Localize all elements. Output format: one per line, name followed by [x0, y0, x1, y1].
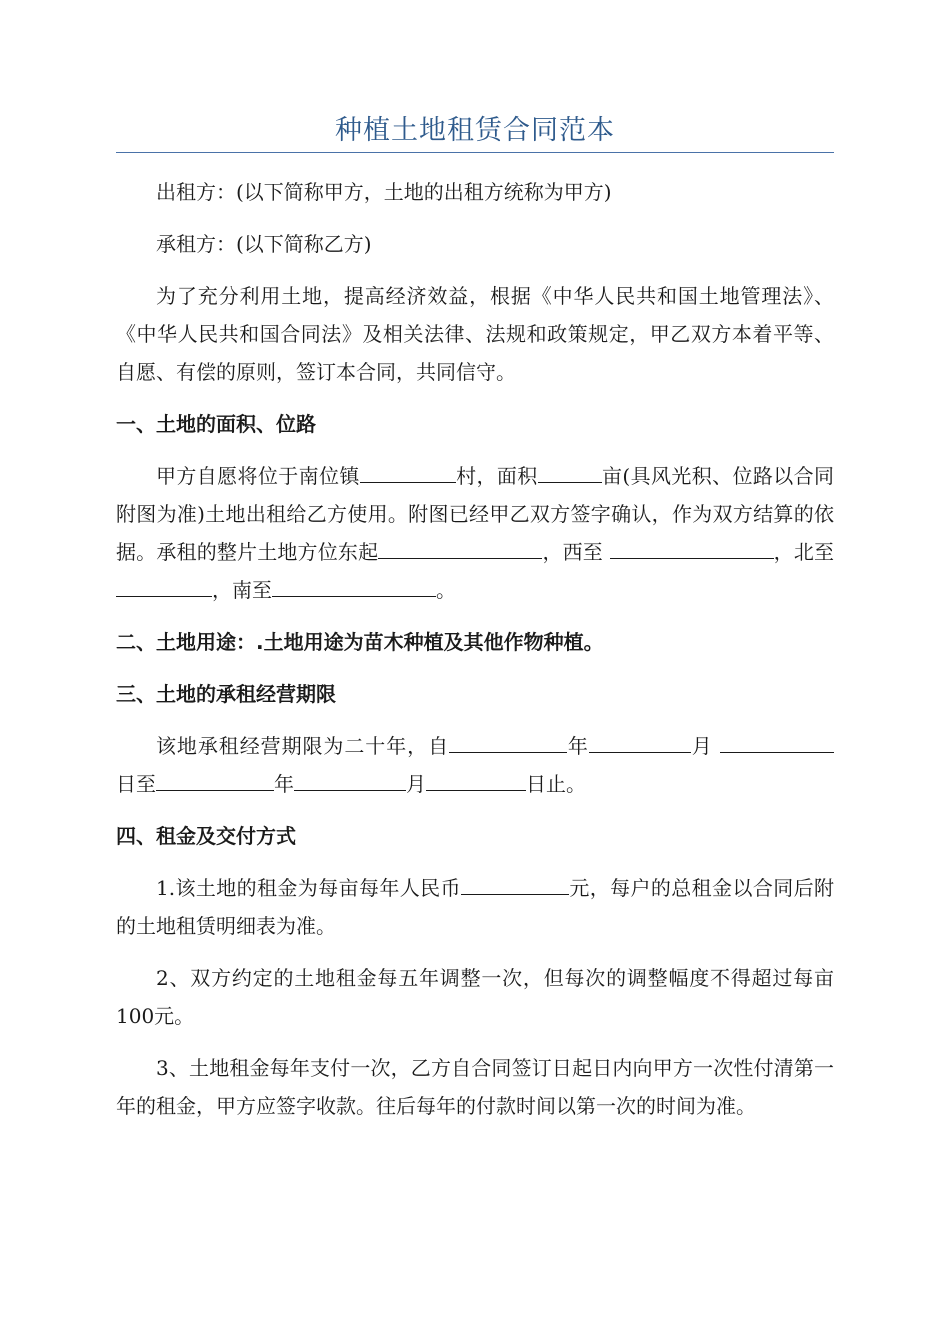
north-boundary-blank[interactable]	[116, 574, 212, 597]
section-1-paragraph	[116, 457, 834, 609]
section-3-text-6: 月	[406, 772, 426, 796]
section-3-heading: 三、土地的承租经营期限	[116, 682, 336, 706]
section-3-text-7: 日止。	[526, 772, 586, 796]
section-1-text-7: 。	[436, 578, 456, 602]
section-1-heading: 一、土地的面积、位路	[116, 412, 316, 436]
area-blank[interactable]	[538, 460, 602, 483]
section-1-text-1: 甲方自愿将位于南位镇	[156, 464, 360, 488]
rent-item-1-text-b: 元，每户的总租金以合同后附的土地租赁明细表为准。	[116, 876, 835, 938]
lessee-line: 承租方：(以下简称乙方)	[156, 232, 372, 256]
start-day-blank[interactable]	[720, 730, 834, 753]
section-3-text-5: 年	[274, 772, 294, 796]
west-boundary-blank[interactable]	[610, 536, 774, 559]
start-year-blank[interactable]	[449, 730, 567, 753]
start-month-blank[interactable]	[589, 730, 691, 753]
section-1-text-4: ，西至	[542, 540, 603, 564]
rent-item-2: 2、双方约定的土地租金每五年调整一次，但每次的调整幅度不得超过每亩100元。	[116, 966, 834, 1028]
section-3-paragraph	[116, 727, 834, 803]
section-3-text-3: 月	[690, 734, 713, 758]
document-page	[116, 110, 834, 1139]
section-1-text-6: ，南至	[212, 578, 272, 602]
section-1-text-5: ，北至	[773, 540, 835, 564]
section-4-heading: 四、租金及交付方式	[116, 824, 296, 848]
end-month-blank[interactable]	[294, 768, 406, 791]
end-year-blank[interactable]	[156, 768, 274, 791]
document-title: 种植土地租赁合同范本	[335, 115, 615, 146]
section-1-text-2: 村，面积	[455, 464, 538, 488]
section-3-text-2: 年	[567, 734, 589, 758]
preamble-paragraph: 为了充分利用土地，提高经济效益，根据《中华人民共和国土地管理法》、《中华人民共和国合同法》及相关法律、法规和政策规定，甲乙双方本着平等、自愿、有偿的原则，签订本合同，共同信守。	[116, 284, 834, 384]
section-3-text-4: 日至	[116, 772, 156, 796]
section-3-text-1: 该地承租经营期限为二十年，自	[156, 734, 449, 758]
section-1-text-3: 亩(具风光积、位路以合同附图为准)土地出租给乙方使用。附图已经甲乙双方签字确认，作为双方结算的依据。承租的整片土地方位东起	[116, 464, 835, 564]
rent-item-3: 3、土地租金每年支付一次，乙方自合同签订日起日内向甲方一次性付清第一年的租金，甲方应签字收款。往后每年的付款时间以第一次的时间为准。	[116, 1056, 834, 1118]
lessor-line: 出租方：(以下简称甲方，土地的出租方统称为甲方)	[156, 180, 612, 204]
south-boundary-blank[interactable]	[272, 574, 436, 597]
title-underline	[116, 152, 834, 153]
end-day-blank[interactable]	[426, 768, 526, 791]
village-blank[interactable]	[360, 460, 456, 483]
section-2-heading: 二、土地用途：.土地用途为苗木种植及其他作物种植。	[116, 630, 604, 654]
rent-amount-blank[interactable]	[461, 872, 569, 895]
east-boundary-blank[interactable]	[378, 536, 542, 559]
rent-item-1	[116, 869, 834, 945]
rent-item-1-text-a: 1.该土地的租金为每亩每年人民币	[156, 876, 461, 900]
